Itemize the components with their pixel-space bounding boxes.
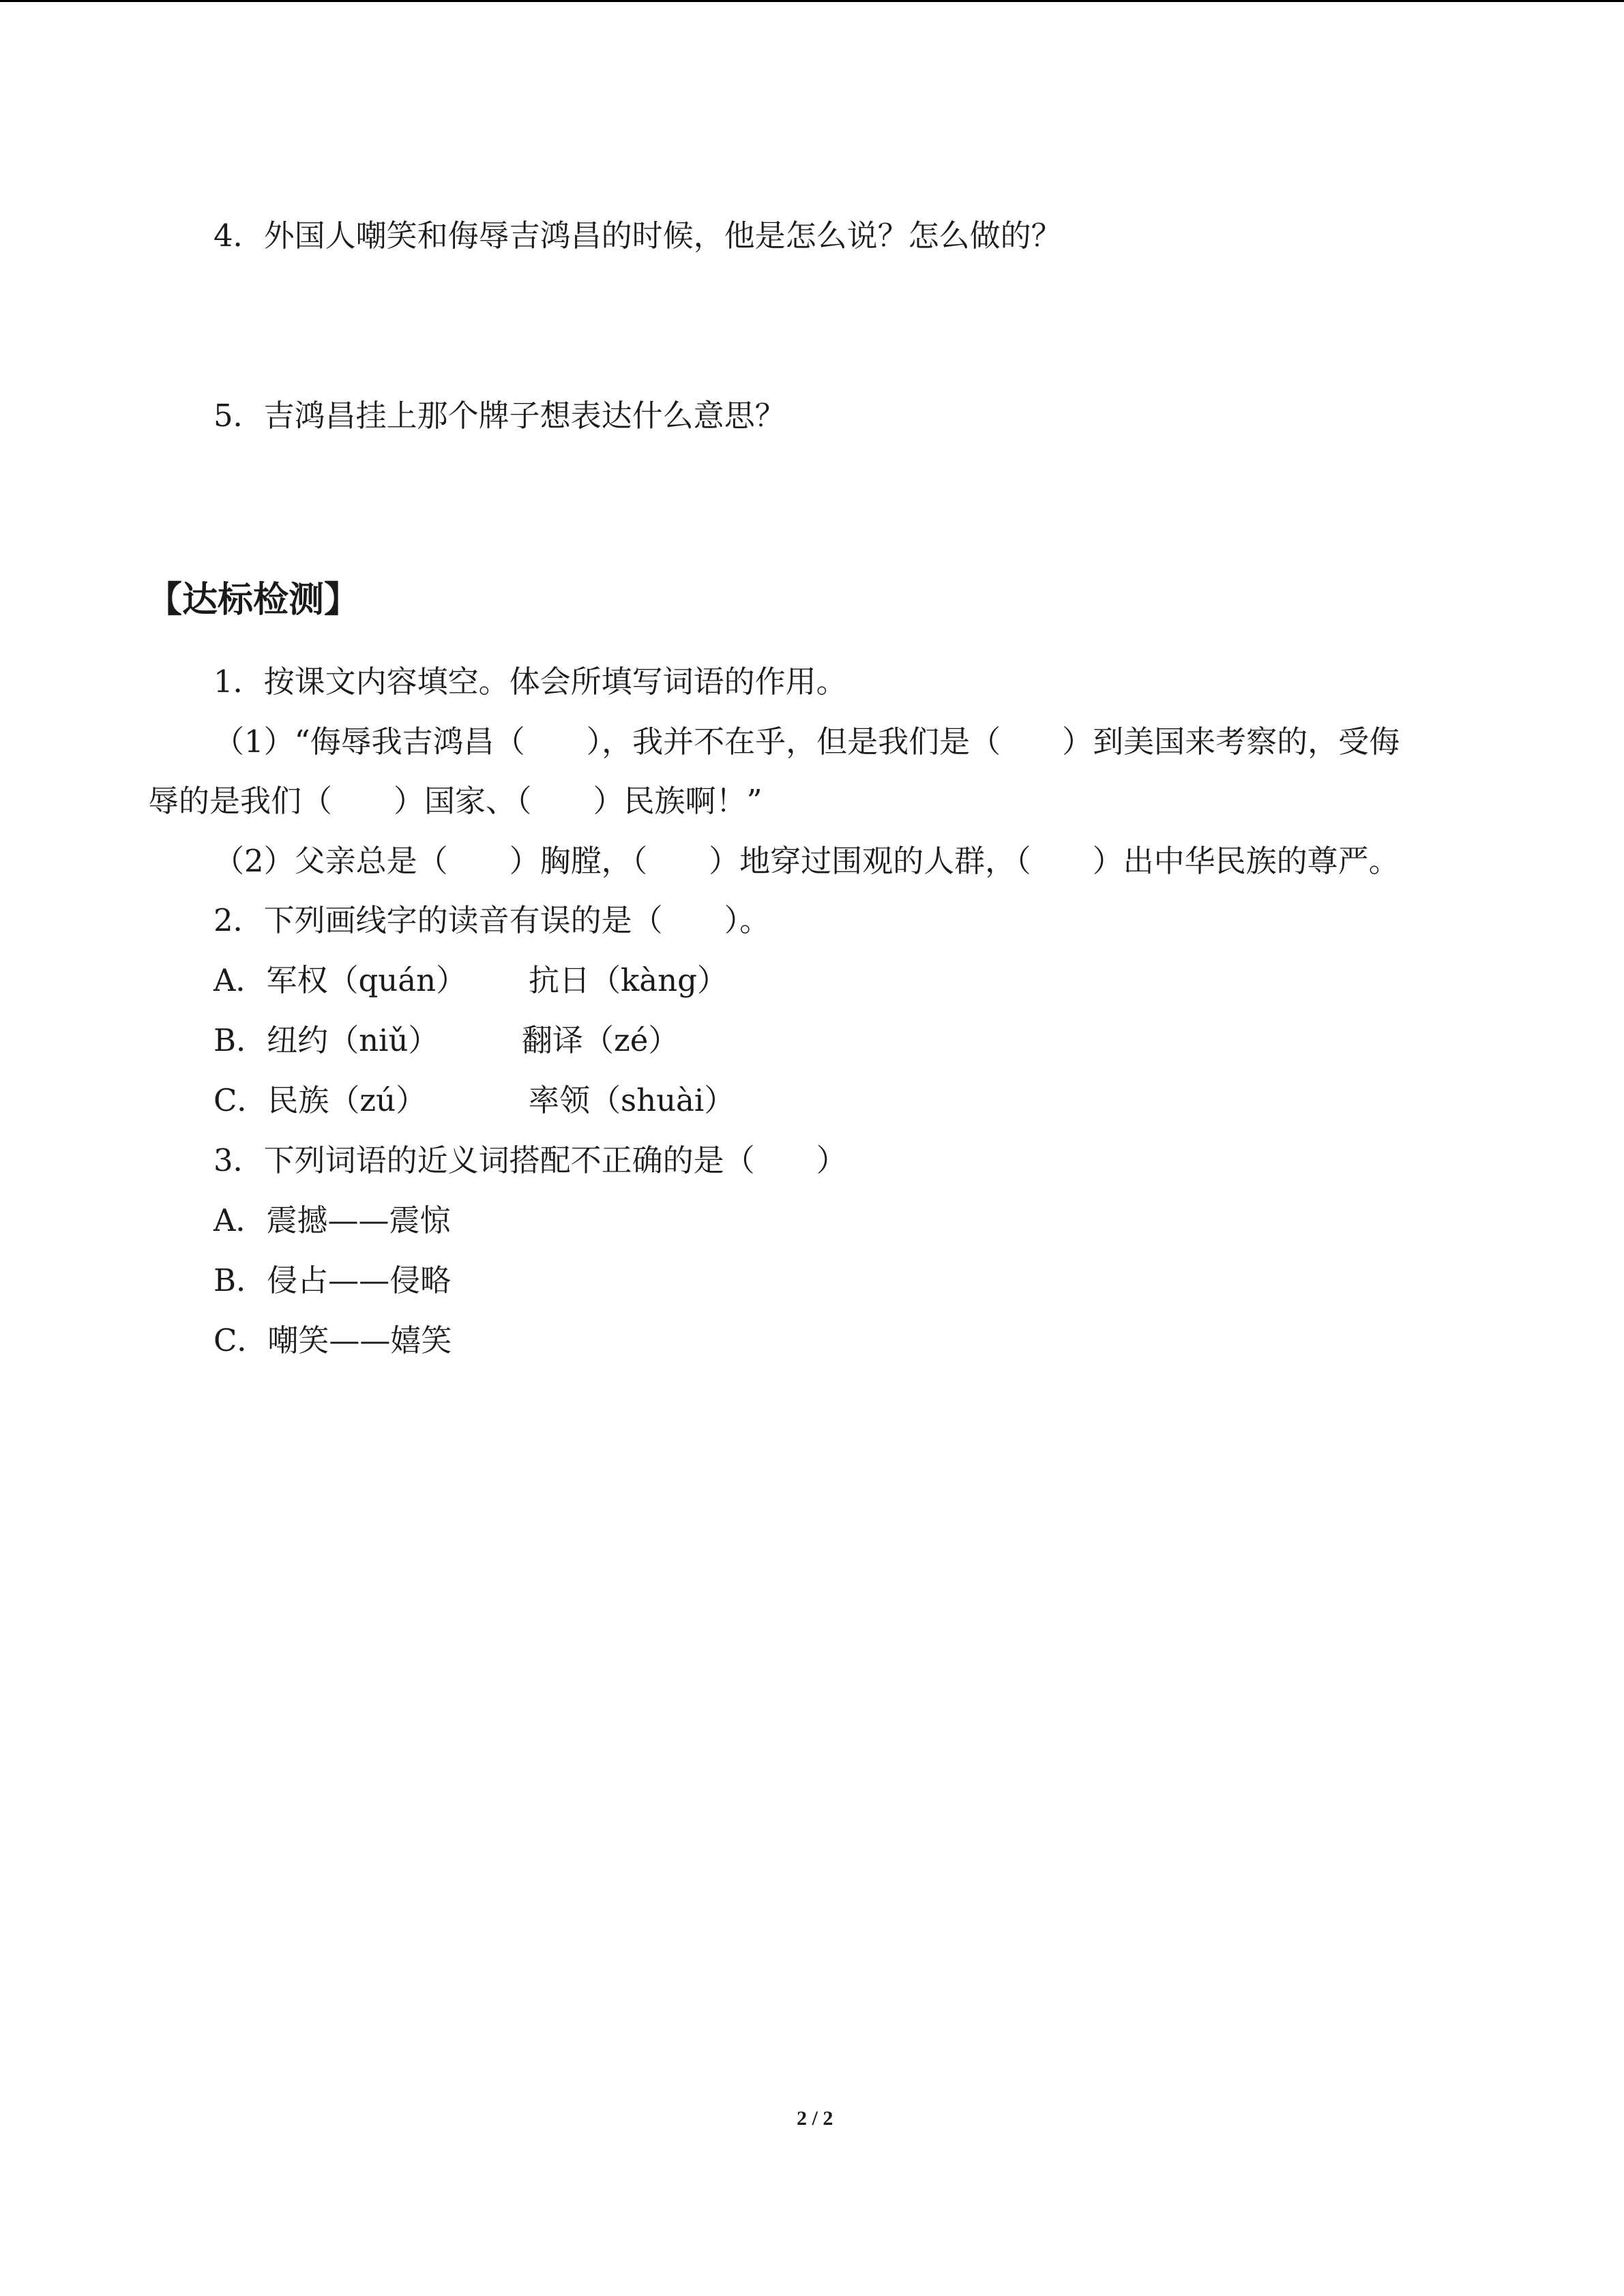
exercise-1-item-1-line-2: 辱的是我们（ ）国家、（ ）民族啊！” [148,783,763,819]
exercise-2-option-c-right: 率领（shuài） [529,1082,735,1118]
page-number: 2 / 2 [797,2107,833,2130]
exercise-3-option-a: A．震撼——震惊 [213,1202,451,1238]
exercise-2-option-b-right: 翻译（zé） [522,1022,679,1058]
section-heading: 【达标检测】 [147,580,360,621]
page-top-border [0,0,1624,2]
question-4: 4．外国人嘲笑和侮辱吉鸿昌的时候，他是怎么说？怎么做的？ [213,218,1062,254]
exercise-2-option-a-left: A．军权（quán） [213,962,467,998]
question-5: 5．吉鸿昌挂上那个牌子想表达什么意思？ [213,398,786,434]
exercise-2-option-b-left: B．纽约（niǔ） [213,1022,439,1058]
exercise-1-item-1-line-1: （1）“侮辱我吉鸿昌（ ），我并不在乎，但是我们是（ ）到美国来考察的，受侮 [213,724,1400,760]
exercise-1-item-2: （2）父亲总是（ ）胸膛，（ ）地穿过围观的人群，（ ）出中华民族的尊严。 [213,843,1400,879]
exercise-1-prompt: 1．按课文内容填空。体会所填写词语的作用。 [213,664,847,700]
exercise-2-option-c-left: C．民族（zú） [213,1082,427,1118]
exercise-3-option-b: B．侵占——侵略 [213,1262,452,1298]
exercise-2-prompt: 2．下列画线字的读音有误的是（ ）。 [213,902,771,938]
exercise-2-option-a-right: 抗日（kàng） [529,962,728,998]
exercise-3-prompt: 3．下列词语的近义词搭配不正确的是（ ） [213,1142,847,1178]
exercise-3-option-c: C．嘲笑——嬉笑 [213,1322,452,1358]
